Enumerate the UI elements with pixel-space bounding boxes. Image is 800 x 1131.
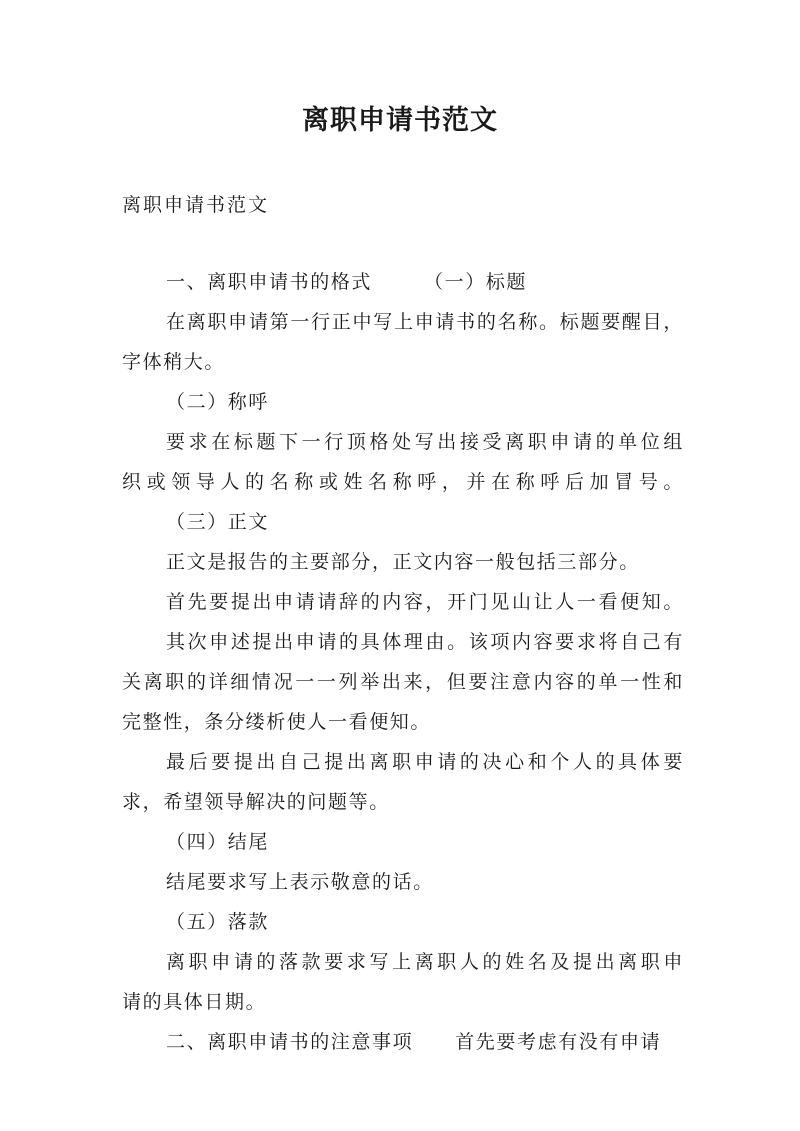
subsection-heading: （五）落款: [166, 911, 270, 933]
section-title: 一、离职申请书的格式: [166, 271, 373, 293]
subsection-heading: （二）称呼: [166, 391, 270, 413]
paragraph-line: 离职申请的落款要求写上离职人的姓名及提出离职申: [166, 951, 684, 973]
document-subtitle: 离职申请书范文: [122, 194, 270, 216]
section-heading-format: [122, 262, 684, 302]
section-title: 二、离职申请书的注意事项: [166, 1031, 414, 1053]
paragraph-line: 结尾要求写上表示敬意的话。: [166, 871, 434, 893]
paragraph-line: 织或领导人的名称或姓名称呼，并在称呼后加冒号。: [122, 471, 684, 493]
paragraph-line: 正文是报告的主要部分，正文内容一般包括三部分。: [166, 551, 640, 573]
paragraph-line: 最后要提出自己提出离职申请的决心和个人的具体要: [166, 751, 684, 773]
document-title: 离职申请书范文: [302, 105, 498, 136]
document-body: [122, 262, 684, 1062]
paragraph-text: 首先要考虑有没有申请: [455, 1031, 662, 1053]
paragraph-line: 首先要提出申请请辞的内容，开门见山让人一看便知。: [166, 591, 684, 613]
paragraph-line: 完整性，条分缕析使人一看便知。: [122, 711, 432, 733]
paragraph-line: 请的具体日期。: [122, 991, 267, 1013]
section-heading-notes: [122, 1022, 684, 1062]
subsection-heading: （三）正文: [166, 511, 270, 533]
paragraph-line: 在离职申请第一行正中写上申请书的名称。标题要醒目，: [166, 311, 684, 333]
paragraph-line: 求，希望领导解决的问题等。: [122, 791, 390, 813]
paragraph-line: 要求在标题下一行顶格处写出接受离职申请的单位组: [166, 431, 684, 453]
subsection-heading: （四）结尾: [166, 831, 270, 853]
paragraph-line: 关离职的详细情况一一列举出来，但要注意内容的单一性和: [122, 671, 684, 693]
paragraph-line: 字体稍大。: [122, 351, 226, 373]
paragraph-line: 其次申述提出申请的具体理由。该项内容要求将自己有: [166, 631, 684, 653]
subsection-title: （一）标题: [424, 271, 528, 293]
